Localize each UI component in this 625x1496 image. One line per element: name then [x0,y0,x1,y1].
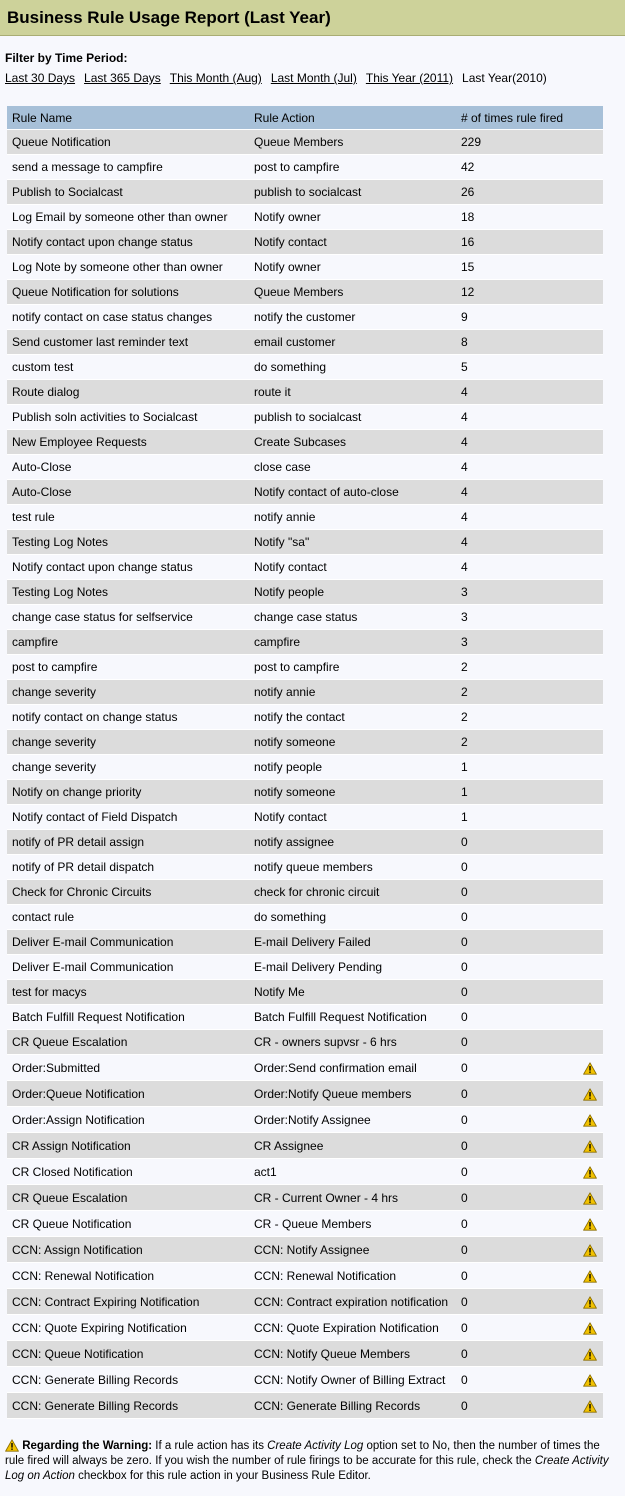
rule-action-cell: notify the customer [249,305,456,330]
times-fired-cell: 4 [456,405,576,430]
table-row [7,1367,603,1393]
rule-name-cell: notify contact on change status [7,705,249,730]
warning-cell [576,230,603,255]
rule-action-cell: Queue Members [249,130,456,155]
warning-cell [576,680,603,705]
warning-icon [583,1320,597,1334]
rule-name-cell: Check for Chronic Circuits [7,880,249,905]
warning-icon [583,1372,597,1386]
warning-cell [576,1185,603,1211]
warning-cell [576,730,603,755]
times-fired-cell: 1 [456,780,576,805]
times-fired-cell: 0 [456,855,576,880]
rule-action-cell: notify annie [249,505,456,530]
warning-icon [583,1060,597,1074]
table-row [7,205,603,230]
rule-action-cell: CR - owners supvsr - 6 hrs [249,1030,456,1055]
table-row [7,1159,603,1185]
rule-name-cell: Notify contact of Field Dispatch [7,805,249,830]
table-row [7,1263,603,1289]
warning-cell [576,805,603,830]
rule-name-cell: Notify contact upon change status [7,230,249,255]
rule-name-cell: change severity [7,755,249,780]
times-fired-cell: 12 [456,280,576,305]
table-row [7,605,603,630]
warning-note-emphasis-1: Create Activity Log [267,1440,364,1452]
rule-action-cell: notify annie [249,680,456,705]
warning-cell [576,655,603,680]
times-fired-cell: 2 [456,705,576,730]
filter-link-4[interactable]: This Year (2011) [365,71,454,85]
warning-note-text-2: option set to No, then the number of times the rule fired will always be zero. If you wish the number of rule firings to be accurate for this rule, check the [5,1440,600,1467]
warning-cell [576,380,603,405]
times-fired-cell: 0 [456,930,576,955]
table-row [7,255,603,280]
rule-name-cell: CCN: Contract Expiring Notification [7,1289,249,1315]
table-row [7,130,603,155]
warning-cell [576,980,603,1005]
warning-cell [576,330,603,355]
table-row [7,705,603,730]
rule-name-cell: New Employee Requests [7,430,249,455]
rule-action-cell: notify someone [249,730,456,755]
rule-name-cell: CCN: Generate Billing Records [7,1367,249,1393]
times-fired-cell: 4 [456,430,576,455]
rule-action-cell: do something [249,905,456,930]
rule-name-cell: Publish soln activities to Socialcast [7,405,249,430]
rule-action-cell: Notify contact [249,555,456,580]
rule-action-cell: change case status [249,605,456,630]
filter-link-2[interactable]: This Month (Aug) [169,71,262,85]
table-row [7,730,603,755]
rule-action-cell: act1 [249,1159,456,1185]
warning-icon [583,1138,597,1152]
times-fired-cell: 0 [456,1030,576,1055]
time-period-filter [0,36,625,86]
warning-cell [576,1341,603,1367]
warning-cell [576,1263,603,1289]
warning-icon [583,1242,597,1256]
rule-name-cell: CCN: Queue Notification [7,1341,249,1367]
rule-name-cell: notify of PR detail assign [7,830,249,855]
rule-action-cell: Notify Me [249,980,456,1005]
times-fired-cell: 4 [456,505,576,530]
rule-name-cell: CR Closed Notification [7,1159,249,1185]
warning-icon [5,1440,19,1452]
times-fired-cell: 229 [456,130,576,155]
rule-name-cell: CCN: Renewal Notification [7,1263,249,1289]
rule-action-cell: Notify "sa" [249,530,456,555]
warning-cell [576,1107,603,1133]
warning-icon [583,1398,597,1412]
rule-action-cell: CCN: Notify Queue Members [249,1341,456,1367]
rule-action-cell: Create Subcases [249,430,456,455]
times-fired-cell: 5 [456,355,576,380]
times-fired-cell: 0 [456,1055,576,1081]
warning-cell [576,1030,603,1055]
warning-cell [576,955,603,980]
rule-action-cell: notify queue members [249,855,456,880]
warning-cell [576,530,603,555]
times-fired-cell: 0 [456,880,576,905]
rule-name-cell: Send customer last reminder text [7,330,249,355]
table-row [7,430,603,455]
rule-action-cell: publish to socialcast [249,405,456,430]
rule-name-cell: CCN: Assign Notification [7,1237,249,1263]
rule-action-cell: CR Assignee [249,1133,456,1159]
warning-cell [576,930,603,955]
rule-action-cell: Notify contact of auto-close [249,480,456,505]
column-header-times-fired[interactable]: # of times rule fired [456,106,576,130]
times-fired-cell: 4 [456,380,576,405]
warning-cell [576,405,603,430]
rule-name-cell: custom test [7,355,249,380]
table-row [7,180,603,205]
table-row [7,805,603,830]
table-row [7,830,603,855]
column-header-rule-action[interactable]: Rule Action [249,106,456,130]
rule-name-cell: Publish to Socialcast [7,180,249,205]
rule-action-cell: CCN: Quote Expiration Notification [249,1315,456,1341]
warning-cell [576,1211,603,1237]
times-fired-cell: 1 [456,755,576,780]
rule-name-cell: change severity [7,680,249,705]
rule-action-cell: email customer [249,330,456,355]
filter-label: Filter by Time Period: [5,51,128,65]
rule-action-cell: Order:Send confirmation email [249,1055,456,1081]
times-fired-cell: 0 [456,905,576,930]
rule-action-cell: E-mail Delivery Failed [249,930,456,955]
rule-name-cell: Testing Log Notes [7,530,249,555]
warning-cell [576,905,603,930]
warning-note-emphasis-2: Create Activity Log on Action [5,1455,609,1482]
times-fired-cell: 4 [456,555,576,580]
filter-link-5: Last Year(2010) [462,71,547,85]
times-fired-cell: 0 [456,1289,576,1315]
rule-name-cell: send a message to campfire [7,155,249,180]
rule-name-cell: CR Queue Escalation [7,1030,249,1055]
warning-cell [576,1315,603,1341]
times-fired-cell: 1 [456,805,576,830]
times-fired-cell: 0 [456,1081,576,1107]
table-row [7,655,603,680]
rule-action-cell: CCN: Notify Assignee [249,1237,456,1263]
warning-cell [576,280,603,305]
times-fired-cell: 0 [456,1341,576,1367]
table-row [7,1107,603,1133]
rule-name-cell: Queue Notification for solutions [7,280,249,305]
rule-name-cell: Batch Fulfill Request Notification [7,1005,249,1030]
warning-cell [576,180,603,205]
warning-cell [576,1367,603,1393]
warning-cell [576,130,603,155]
rule-action-cell: CCN: Generate Billing Records [249,1393,456,1419]
rule-name-cell: change severity [7,730,249,755]
table-row [7,155,603,180]
table-row [7,405,603,430]
table-row [7,930,603,955]
rule-name-cell: Auto-Close [7,480,249,505]
warning-note-title: Regarding the Warning: [22,1440,153,1452]
table-row [7,580,603,605]
times-fired-cell: 9 [456,305,576,330]
rule-name-cell: Deliver E-mail Communication [7,955,249,980]
table-header-row [7,106,603,130]
warning-icon [583,1164,597,1178]
times-fired-cell: 0 [456,1263,576,1289]
times-fired-cell: 16 [456,230,576,255]
times-fired-cell: 4 [456,455,576,480]
table-row [7,455,603,480]
column-header-warning [576,106,603,130]
table-row [7,1185,603,1211]
times-fired-cell: 2 [456,655,576,680]
table-row [7,1237,603,1263]
rule-action-cell: E-mail Delivery Pending [249,955,456,980]
rule-name-cell: Route dialog [7,380,249,405]
warning-cell [576,555,603,580]
table-row [7,955,603,980]
rule-action-cell: CCN: Notify Owner of Billing Extract [249,1367,456,1393]
table-row [7,530,603,555]
warning-cell [576,480,603,505]
times-fired-cell: 2 [456,680,576,705]
warning-cell [576,305,603,330]
rule-name-cell: Queue Notification [7,130,249,155]
rule-name-cell: Log Email by someone other than owner [7,205,249,230]
warning-cell [576,1133,603,1159]
times-fired-cell: 15 [456,255,576,280]
warning-icon [583,1190,597,1204]
rule-action-cell: CCN: Renewal Notification [249,1263,456,1289]
warning-cell [576,205,603,230]
times-fired-cell: 0 [456,830,576,855]
table-row [7,1341,603,1367]
table-row [7,855,603,880]
times-fired-cell: 18 [456,205,576,230]
rule-action-cell: post to campfire [249,655,456,680]
warning-cell [576,1055,603,1081]
rule-name-cell: notify of PR detail dispatch [7,855,249,880]
times-fired-cell: 0 [456,1211,576,1237]
warning-cell [576,1005,603,1030]
rule-action-cell: Order:Notify Assignee [249,1107,456,1133]
table-row [7,355,603,380]
times-fired-cell: 8 [456,330,576,355]
column-header-rule-name[interactable]: Rule Name [7,106,249,130]
times-fired-cell: 0 [456,1237,576,1263]
table-row [7,1081,603,1107]
rule-action-cell: Notify owner [249,255,456,280]
times-fired-cell: 0 [456,1107,576,1133]
report-header [0,0,625,36]
rule-action-cell: Notify people [249,580,456,605]
warning-cell [576,605,603,630]
rule-name-cell: notify contact on case status changes [7,305,249,330]
rule-name-cell: Notify on change priority [7,780,249,805]
warning-cell [576,1081,603,1107]
rule-action-cell: notify people [249,755,456,780]
warning-icon [583,1216,597,1230]
rule-name-cell: test for macys [7,980,249,1005]
rule-name-cell: change case status for selfservice [7,605,249,630]
times-fired-cell: 42 [456,155,576,180]
filter-link-0[interactable]: Last 30 Days [5,71,76,85]
warning-cell [576,430,603,455]
warning-icon [583,1294,597,1308]
rule-name-cell: post to campfire [7,655,249,680]
warning-cell [576,155,603,180]
warning-cell [576,780,603,805]
filter-link-1[interactable]: Last 365 Days [84,71,161,85]
rule-name-cell: contact rule [7,905,249,930]
rule-action-cell: Batch Fulfill Request Notification [249,1005,456,1030]
rule-action-cell: Notify owner [249,205,456,230]
warning-note-text-1: If a rule action has its [152,1440,268,1452]
warning-cell [576,855,603,880]
warning-cell [576,705,603,730]
rule-name-cell: Deliver E-mail Communication [7,930,249,955]
rule-name-cell: CR Queue Notification [7,1211,249,1237]
table-row [7,1133,603,1159]
table-row [7,1005,603,1030]
times-fired-cell: 2 [456,730,576,755]
warning-note [5,1439,615,1484]
rule-action-cell: Notify contact [249,230,456,255]
warning-note-text-3: checkbox for this rule action in your Business Rule Editor. [74,1470,371,1482]
warning-cell [576,630,603,655]
times-fired-cell: 0 [456,1005,576,1030]
rule-action-cell: notify the contact [249,705,456,730]
table-row [7,755,603,780]
warning-cell [576,580,603,605]
times-fired-cell: 0 [456,1367,576,1393]
table-row [7,555,603,580]
times-fired-cell: 0 [456,1393,576,1419]
rule-action-cell: CR - Current Owner - 4 hrs [249,1185,456,1211]
warning-cell [576,455,603,480]
table-row [7,1211,603,1237]
rule-action-cell: CR - Queue Members [249,1211,456,1237]
table-row [7,305,603,330]
table-row [7,1030,603,1055]
rule-usage-table [7,106,603,1419]
rule-name-cell: Log Note by someone other than owner [7,255,249,280]
table-row [7,230,603,255]
table-body [7,130,603,1419]
rule-action-cell: notify someone [249,780,456,805]
times-fired-cell: 3 [456,605,576,630]
table-row [7,280,603,305]
rule-action-cell: route it [249,380,456,405]
warning-icon [583,1112,597,1126]
rule-name-cell: Testing Log Notes [7,580,249,605]
times-fired-cell: 0 [456,980,576,1005]
times-fired-cell: 0 [456,1315,576,1341]
table-row [7,380,603,405]
times-fired-cell: 0 [456,1159,576,1185]
rule-action-cell: check for chronic circuit [249,880,456,905]
rule-name-cell: CR Assign Notification [7,1133,249,1159]
warning-cell [576,755,603,780]
rule-action-cell: post to campfire [249,155,456,180]
warning-icon [583,1268,597,1282]
rule-name-cell: CR Queue Escalation [7,1185,249,1211]
rule-name-cell: test rule [7,505,249,530]
rule-action-cell: Order:Notify Queue members [249,1081,456,1107]
page-title: Business Rule Usage Report (Last Year) [7,8,331,27]
warning-cell [576,355,603,380]
times-fired-cell: 0 [456,1185,576,1211]
rule-action-cell: CCN: Contract expiration notification [249,1289,456,1315]
times-fired-cell: 0 [456,955,576,980]
warning-cell [576,1159,603,1185]
table-row [7,1393,603,1419]
rule-action-cell: notify assignee [249,830,456,855]
times-fired-cell: 4 [456,480,576,505]
rule-name-cell: Auto-Close [7,455,249,480]
rule-name-cell: Order:Submitted [7,1055,249,1081]
warning-icon [583,1346,597,1360]
rule-name-cell: campfire [7,630,249,655]
warning-cell [576,1237,603,1263]
rule-action-cell: close case [249,455,456,480]
table-row [7,1289,603,1315]
rule-action-cell: do something [249,355,456,380]
rule-action-cell: Queue Members [249,280,456,305]
times-fired-cell: 26 [456,180,576,205]
warning-cell [576,880,603,905]
filter-link-3[interactable]: Last Month (Jul) [270,71,357,85]
table-row [7,630,603,655]
rule-action-cell: publish to socialcast [249,180,456,205]
times-fired-cell: 3 [456,580,576,605]
table-row [7,980,603,1005]
times-fired-cell: 4 [456,530,576,555]
rule-name-cell: Order:Assign Notification [7,1107,249,1133]
table-row [7,330,603,355]
table-row [7,880,603,905]
rule-name-cell: Order:Queue Notification [7,1081,249,1107]
rule-name-cell: CCN: Generate Billing Records [7,1393,249,1419]
warning-cell [576,255,603,280]
table-row [7,1315,603,1341]
table-row [7,680,603,705]
warning-cell [576,1393,603,1419]
rule-action-cell: Notify contact [249,805,456,830]
table-row [7,905,603,930]
table-row [7,780,603,805]
warning-cell [576,1289,603,1315]
times-fired-cell: 0 [456,1133,576,1159]
times-fired-cell: 3 [456,630,576,655]
filter-links [5,71,625,86]
warning-cell [576,830,603,855]
table-row [7,1055,603,1081]
rule-action-cell: campfire [249,630,456,655]
warning-cell [576,505,603,530]
table-row [7,480,603,505]
rule-name-cell: Notify contact upon change status [7,555,249,580]
warning-icon [583,1086,597,1100]
rule-name-cell: CCN: Quote Expiring Notification [7,1315,249,1341]
table-row [7,505,603,530]
